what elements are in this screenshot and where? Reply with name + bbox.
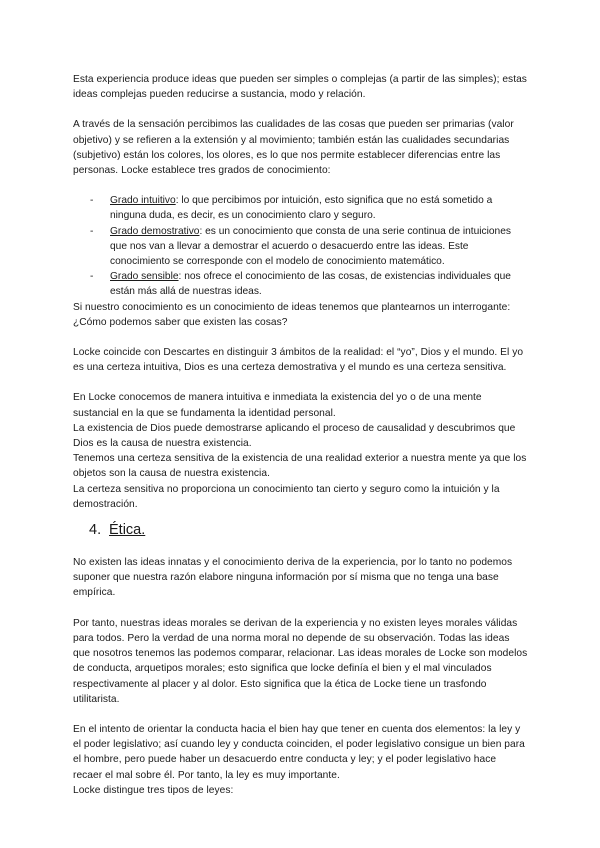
etica-paragraph-2: Por tanto, nuestras ideas morales se derivan de la experiencia y no existen leyes morales válidas para todos. Pero la verdad de una norma moral no depende de su observación. Todas las ideas que nosotros tenemos las podemos comparar, relacionar. Las ideas morales de Locke son modelos de conducta, arquetipos morales; esto significa que locke definía el bien y el mal vinculados respectivamente al placer y al dolor. Esto significa que la ética de Locke tiene un trasfondo utilitarista. <box>73 617 528 705</box>
list-dash: - <box>90 225 94 237</box>
grado-term: Grado sensible <box>110 271 179 283</box>
etica-paragraph-3: En el intento de orientar la conducta hacia el bien hay que tener en cuenta dos elementos: la ley y el poder legislativo; así cuando ley y conducta coinciden, el poder legislativo consigue un bien para el hombre, pero puede haber un desacuerdo entre conducta y ley; y el poder legislativo hace recaer el mal sobre él. Por tanto, la ley es muy importante. <box>73 723 525 781</box>
section-heading <box>73 520 528 540</box>
list-item <box>90 193 528 223</box>
list-item <box>90 224 528 270</box>
grado-text: : lo que percibimos por intuición, esto significa que no está sometido a ninguna duda, es decir, es un conocimiento claro y seguro. <box>110 195 493 222</box>
list-dash: - <box>90 195 94 207</box>
intro-paragraph-2: A través de la sensación percibimos las cualidades de las cosas que pueden ser primarias (valor objetivo) y se refieren a la extensión y al movimiento; también están las cualidades secundarias (subjetivo) están los colores, los olores, es lo que nos permite establecer diferencias entre las personas. Locke establece tres grados de conocimiento: <box>73 119 514 177</box>
grado-text: : es un conocimiento que consta de una serie continua de intuiciones que nos van a llevar a demostrar el acuerdo o desacuerdo entre las ideas. Este conocimiento se corresponde con el modelo de conocimiento matemático. <box>110 225 511 268</box>
grados-list <box>73 193 528 299</box>
ambitos-paragraph: Locke coincide con Descartes en distinguir 3 ámbitos de la realidad: el “yo”, Dios y el mundo. El yo es una certeza intuitiva, Dios es una certeza demostrativa y el mundo es una certeza sensitiva. <box>73 347 524 374</box>
etica-paragraph-4: Locke distingue tres tipos de leyes: <box>73 784 234 796</box>
etica-paragraph-1: No existen las ideas innatas y el conocimiento deriva de la experiencia, por lo tanto no podemos suponer que nuestra razón elabore ninguna información por sí misma que no tenga una base empírica. <box>73 557 513 599</box>
question-paragraph: Si nuestro conocimiento es un conocimiento de ideas tenemos que plantearnos un interrogante: ¿Cómo podemos saber que existen las cosas? <box>73 301 511 328</box>
certeza-mundo-paragraph: Tenemos una certeza sensitiva de la existencia de una realidad exterior a nuestra mente ya que los objetos son la causa de nuestra existencia. <box>73 453 527 480</box>
section-number: 4. <box>89 522 102 539</box>
list-item <box>90 269 528 299</box>
list-dash: - <box>90 271 94 283</box>
grado-text: : nos ofrece el conocimiento de las cosas, de existencias individuales que están más allá de nuestras ideas. <box>110 271 511 298</box>
grado-term: Grado intuitivo <box>110 195 176 207</box>
grado-term: Grado demostrativo <box>110 225 200 237</box>
section-title: Ética. <box>109 522 146 539</box>
certeza-yo-paragraph: En Locke conocemos de manera intuitiva e inmediata la existencia del yo o de una mente sustancial en la que se fundamenta la identidad personal. <box>73 392 482 419</box>
certeza-sensitiva-paragraph: La certeza sensitiva no proporciona un conocimiento tan cierto y seguro como la intuición y la demostración. <box>73 483 500 510</box>
certeza-dios-paragraph: La existencia de Dios puede demostrarse aplicando el proceso de causalidad y descubrimos que Dios es la causa de nuestra existencia. <box>73 422 516 450</box>
intro-paragraph-1: Esta experiencia produce ideas que pueden ser simples o complejas (a partir de las simples); estas ideas complejas pueden reducirse a sustancia, modo y relación. <box>73 74 527 101</box>
